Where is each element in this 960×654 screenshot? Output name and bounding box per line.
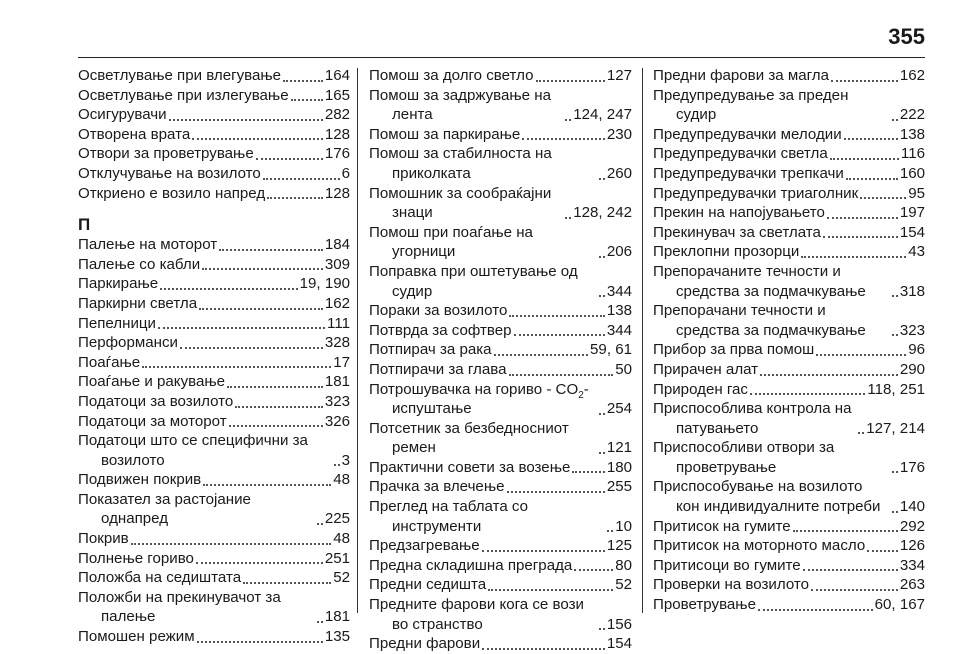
entry-text: Препорачани течности и средства за подмачкување: [653, 302, 866, 339]
index-entry[interactable]: [78, 412, 350, 432]
index-entry[interactable]: [369, 66, 632, 86]
entry-pages: 96: [908, 341, 925, 359]
index-entry[interactable]: [653, 517, 925, 537]
index-entry[interactable]: [78, 529, 350, 549]
entry-text: Податоци за возилото: [78, 392, 234, 410]
dot-leader: [263, 178, 340, 180]
entry-pages: 334: [899, 556, 925, 574]
dot-leader: [867, 550, 898, 552]
index-entry[interactable]: [78, 294, 350, 314]
entry-pages: 206: [606, 243, 632, 261]
entry-pages: 19, 190: [299, 275, 350, 293]
dot-leader: [199, 308, 323, 310]
entry-pages: 52: [615, 576, 632, 594]
entry-pages: 6: [341, 164, 350, 182]
dot-leader: [823, 236, 898, 238]
index-entry[interactable]: [78, 392, 350, 412]
index-entry[interactable]: [78, 431, 350, 470]
header-rule: [78, 57, 925, 58]
entry-text: Положби на прекинувачот за палење: [78, 588, 281, 626]
entry-text: Отвори за проветрување: [78, 145, 254, 163]
dot-leader: [482, 550, 605, 552]
index-entry[interactable]: [369, 595, 632, 634]
index-entry[interactable]: [78, 235, 350, 255]
index-entry[interactable]: [653, 262, 925, 301]
entry-pages: 80: [615, 556, 632, 574]
entry-pages: 17: [333, 353, 350, 371]
entry-text: Податоци што се специфични за возилото: [78, 432, 308, 469]
entry-text: Отворена врата: [78, 125, 191, 143]
index-entry[interactable]: [653, 223, 925, 243]
entry-text: Прекинувач за светлата: [653, 223, 821, 241]
entry-text: Податоци за моторот: [78, 412, 227, 430]
dot-leader: [482, 648, 605, 650]
entry-pages: 180: [606, 458, 632, 476]
entry-pages: 43: [908, 243, 925, 261]
entry-text: Практични совети за возење: [369, 458, 571, 476]
dot-leader: [574, 569, 613, 571]
entry-text: Преглед на таблата со инструменти: [369, 498, 529, 535]
entry-text: Пепелници: [78, 314, 156, 332]
entry-text: Предни фарови: [369, 635, 481, 653]
entry-text: Приспособливи отвори за проветрување: [653, 439, 835, 476]
entry-pages: 251: [324, 549, 350, 567]
index-entry[interactable]: [369, 497, 632, 536]
dot-leader: [219, 249, 323, 251]
entry-text: Преклопни прозорци: [653, 243, 800, 261]
index-entry[interactable]: [369, 360, 632, 380]
index-entry[interactable]: [78, 470, 350, 490]
entry-pages: 318: [899, 282, 925, 300]
entry-pages: 128: [324, 184, 350, 202]
dot-leader: [803, 569, 898, 571]
entry-text: Положба на седиштата: [78, 569, 242, 587]
entry-pages: 162: [899, 67, 925, 84]
dot-leader: [760, 374, 898, 376]
entry-text: Откриено е возило напред: [78, 184, 266, 202]
entry-text: Предзагревање: [369, 537, 480, 555]
entry-text: Перформанси: [78, 334, 178, 352]
index-entry[interactable]: [653, 66, 925, 86]
entry-text: Приспособување на возилото кон индивидуалните потреби: [653, 478, 881, 516]
entry-pages: 156: [606, 615, 632, 633]
entry-text: Предупредувачки триаголник: [653, 184, 859, 202]
entry-pages: 290: [899, 360, 925, 378]
index-entry[interactable]: [369, 458, 632, 478]
dot-leader: [793, 530, 898, 532]
entry-text: Предни фарови за магла: [653, 67, 829, 84]
dot-leader: [830, 158, 899, 160]
entry-text: Потпирачи за глава: [369, 360, 507, 378]
entry-pages: 197: [899, 204, 925, 222]
entry-pages: 154: [899, 223, 925, 241]
entry-pages: 3: [341, 451, 350, 469]
dot-leader: [599, 628, 605, 630]
entry-pages: 282: [324, 106, 350, 124]
entry-list-b: [369, 419, 632, 654]
entry-pages: 48: [333, 530, 350, 548]
dot-leader: [227, 386, 323, 388]
entry-text: Потсетник за безбедносниот ремен: [369, 419, 569, 457]
dot-leader: [536, 80, 605, 82]
index-entry[interactable]: [653, 575, 925, 595]
entry-text: Покрив: [78, 530, 129, 548]
entry-text: Притисок на гумите: [653, 517, 791, 535]
entry-text: Паркирање: [78, 275, 159, 293]
index-entry[interactable]: [653, 399, 925, 438]
entry-text: Притисоци во гумите: [653, 556, 801, 574]
entry-pages: 326: [324, 412, 350, 430]
index-entry[interactable]: [369, 301, 632, 321]
dot-leader: [599, 295, 605, 297]
dot-leader: [131, 543, 332, 545]
index-entry[interactable]: [369, 634, 632, 654]
entry-pages: 254: [606, 400, 632, 418]
entry-text: Прачка за влечење: [369, 478, 505, 496]
entry-text: Прекин на напојувањето: [653, 204, 825, 222]
entry-text: Осветлување при излегување: [78, 86, 289, 104]
dot-leader: [827, 217, 898, 219]
entry-pages: 60, 167: [874, 596, 925, 614]
index-entry[interactable]: [78, 490, 350, 529]
entry-text: Подвижен покрив: [78, 471, 202, 489]
entry-text: Препорачаните течности и средства за подмачкување: [653, 262, 866, 300]
index-entry[interactable]: [78, 372, 350, 392]
entry-pages: 48: [333, 471, 350, 489]
entry-pages: 225: [324, 510, 350, 528]
entry-pages: 125: [606, 537, 632, 555]
index-entry[interactable]: [369, 419, 632, 458]
dot-leader: [892, 295, 898, 297]
entry-text: Притисок на моторното масло: [653, 537, 866, 555]
index-entry[interactable]: [78, 184, 350, 204]
entry-pages: 323: [899, 321, 925, 339]
index-entry[interactable]: [78, 125, 350, 145]
entry-text: Помош за долго светло: [369, 67, 534, 84]
entry-text: Помош за паркирање: [369, 125, 521, 143]
entry-pages: 121: [606, 439, 632, 457]
index-entry[interactable]: [369, 536, 632, 556]
index-entry[interactable]: [653, 340, 925, 360]
index-entry[interactable]: [78, 274, 350, 294]
entry-pages: 138: [899, 125, 925, 143]
dot-leader: [317, 523, 323, 525]
entry-list-a: [78, 66, 350, 203]
entry-text: Проверки на возилото: [653, 576, 810, 594]
dot-leader: [572, 471, 604, 473]
entry-text: Прибор за прва помош: [653, 341, 815, 359]
entry-pages: 59, 61: [590, 341, 632, 359]
index-entry[interactable]: [78, 549, 350, 569]
index-entry[interactable]: [653, 125, 925, 145]
entry-text: Предупредување за преден судир: [653, 86, 849, 124]
entry-pages: 328: [324, 334, 350, 352]
dot-leader: [488, 589, 613, 591]
dot-leader: [229, 425, 323, 427]
entry-pages: 323: [324, 392, 350, 410]
entry-list-a: [369, 66, 632, 380]
entry-text: Предупредувачки трепкачи: [653, 164, 844, 182]
index-entry[interactable]: [78, 588, 350, 627]
entry-pages: 165: [324, 86, 350, 104]
entry-pages: 50: [615, 360, 632, 378]
column-divider: [357, 68, 358, 613]
entry-pages: 127, 214: [866, 419, 925, 437]
dot-leader: [607, 530, 613, 532]
entry-pages: 344: [606, 321, 632, 339]
entry-pages: 128: [324, 125, 350, 143]
dot-leader: [334, 464, 340, 466]
entry-pages: 344: [606, 282, 632, 300]
index-entry[interactable]: [78, 255, 350, 275]
entry-text: Природен гас: [653, 380, 748, 398]
index-entry[interactable]: [653, 184, 925, 204]
index-entry[interactable]: [653, 477, 925, 516]
entry-pages: 184: [324, 236, 350, 254]
entry-text: Помошен режим: [78, 628, 195, 646]
index-entry[interactable]: [653, 556, 925, 576]
index-entry[interactable]: [653, 360, 925, 380]
dot-leader: [599, 178, 605, 180]
entry-pages: 140: [899, 498, 925, 516]
entry-pages: 181: [324, 373, 350, 391]
dot-leader: [192, 138, 323, 140]
dot-leader: [860, 197, 906, 199]
index-entry[interactable]: [653, 164, 925, 184]
entry-text: Помош при поаѓање на угорници: [369, 223, 533, 261]
entry-text: Приспособлива контрола на патувањето: [653, 400, 852, 437]
entry-pages: 263: [899, 576, 925, 594]
entry-pages: 124, 247: [573, 106, 632, 124]
dot-leader: [599, 256, 605, 258]
index-entry[interactable]: [653, 86, 925, 125]
entry-pages: 160: [899, 164, 925, 182]
entry-text: Предупредувачки светла: [653, 145, 828, 163]
dot-leader: [509, 374, 614, 376]
index-entry[interactable]: [369, 262, 632, 301]
dot-leader: [858, 432, 864, 434]
dot-leader: [801, 256, 906, 258]
entry-text: Отклучување на возилото: [78, 164, 261, 182]
dot-leader: [507, 491, 605, 493]
index-column-1: [78, 66, 350, 647]
entry-text: Палење со кабли: [78, 255, 201, 273]
entry-pages: 135: [324, 628, 350, 646]
entry-text: Потпирач за рака: [369, 341, 492, 359]
index-entry[interactable]: [78, 164, 350, 184]
index-entry[interactable]: [369, 321, 632, 341]
index-entry[interactable]: [369, 477, 632, 497]
dot-leader: [142, 366, 331, 368]
entry-pages: 10: [615, 517, 632, 535]
entry-text: Палење на моторот: [78, 236, 218, 254]
index-entry[interactable]: [653, 203, 925, 223]
index-entry-co2[interactable]: [369, 380, 632, 419]
entry-pages: 154: [606, 635, 632, 653]
entry-text: Прирачен алат: [653, 360, 759, 378]
index-entry[interactable]: [78, 627, 350, 647]
entry-text: Потврда за софтвер: [369, 321, 512, 339]
entry-text: Поаѓање: [78, 353, 141, 371]
dot-leader: [291, 99, 323, 101]
entry-list-b: [78, 235, 350, 646]
entry-text: Осигурувачи: [78, 106, 167, 124]
dot-leader: [180, 347, 323, 349]
index-entry[interactable]: [369, 556, 632, 576]
index-entry[interactable]: [653, 242, 925, 262]
dot-leader: [892, 334, 898, 336]
dot-leader: [892, 471, 898, 473]
dot-leader: [892, 511, 898, 513]
dot-leader: [202, 268, 323, 270]
index-entry[interactable]: [653, 536, 925, 556]
dot-leader: [160, 288, 298, 290]
dot-leader: [509, 315, 604, 317]
entry-list: [653, 66, 925, 615]
index-entry[interactable]: [653, 301, 925, 340]
entry-pages: 95: [908, 184, 925, 202]
column-divider: [642, 68, 643, 613]
entry-pages: 162: [324, 294, 350, 312]
entry-text: Осветлување при влегување: [78, 67, 282, 84]
dot-leader: [514, 334, 605, 336]
dot-leader: [203, 484, 331, 486]
dot-leader: [565, 217, 571, 219]
dot-leader: [811, 589, 898, 591]
dot-leader: [844, 138, 898, 140]
page-number: 355: [888, 24, 925, 49]
dot-leader: [750, 393, 865, 395]
entry-text: Помош за стабилноста на приколката: [369, 145, 552, 182]
section-letter: П: [78, 215, 91, 235]
dot-leader: [169, 119, 323, 121]
dot-leader: [599, 413, 605, 415]
dot-leader: [565, 119, 571, 121]
dot-leader: [256, 158, 323, 160]
entry-pages: 111: [327, 314, 350, 332]
entry-text: Паркирни светла: [78, 294, 198, 312]
entry-pages: 260: [606, 164, 632, 182]
dot-leader: [599, 452, 605, 454]
entry-pages: 164: [324, 67, 350, 84]
index-entry[interactable]: [653, 438, 925, 477]
index-entry[interactable]: [78, 86, 350, 106]
dot-leader: [235, 406, 323, 408]
dot-leader: [892, 119, 898, 121]
entry-pages: 127: [606, 67, 632, 84]
entry-text: Пораки за возилото: [369, 302, 508, 320]
index-entry[interactable]: [369, 340, 632, 360]
index-column-2: [369, 66, 632, 654]
index-entry[interactable]: [653, 595, 925, 615]
index-entry[interactable]: [369, 184, 632, 223]
index-entry[interactable]: [78, 568, 350, 588]
dot-leader: [267, 197, 323, 199]
entry-text: Проветрување: [653, 596, 756, 614]
entry-pages: 230: [606, 125, 632, 143]
index-entry[interactable]: [653, 380, 925, 400]
index-entry[interactable]: [78, 66, 350, 86]
entry-pages: 126: [899, 537, 925, 555]
index-column-3: [653, 66, 925, 615]
entry-pages: 138: [606, 302, 632, 320]
entry-text: Поправка при оштетување од судир: [369, 262, 578, 300]
dot-leader: [283, 80, 323, 82]
index-entry[interactable]: [78, 105, 350, 125]
entry-pages: 181: [324, 608, 350, 626]
index-entry[interactable]: [78, 333, 350, 353]
entry-text: Потрошувачка на гориво - $CO_2$-испуштање: [369, 380, 589, 418]
index-entry[interactable]: [653, 144, 925, 164]
dot-leader: [831, 80, 898, 82]
index-entry[interactable]: [78, 144, 350, 164]
entry-pages: 292: [899, 517, 925, 535]
entry-pages: 176: [324, 145, 350, 163]
entry-pages: 118, 251: [867, 380, 925, 398]
dot-leader: [522, 138, 605, 140]
entry-text: Предна складишна преграда: [369, 556, 573, 574]
index-entry[interactable]: [369, 144, 632, 183]
dot-leader: [243, 582, 331, 584]
dot-leader: [196, 562, 323, 564]
entry-text: Помош за задржување на лента: [369, 86, 551, 124]
entry-text: Полнење гориво: [78, 549, 194, 567]
index-entry[interactable]: [369, 575, 632, 595]
entry-pages: 222: [899, 106, 925, 124]
entry-text: Помошник за сообраќајни знаци: [369, 184, 552, 222]
dot-leader: [758, 609, 873, 611]
entry-pages: 255: [606, 478, 632, 496]
entry-text: Предните фарови кога се вози во странство: [369, 596, 584, 633]
entry-text: Предни седишта: [369, 576, 487, 594]
entry-text: Поаѓање и ракување: [78, 373, 226, 391]
entry-pages: 116: [900, 145, 925, 163]
index-entry[interactable]: [369, 125, 632, 145]
entry-text: Показател за растојание однапред: [78, 490, 251, 528]
dot-leader: [846, 178, 898, 180]
index-entry[interactable]: [78, 314, 350, 334]
entry-pages: 309: [324, 255, 350, 273]
dot-leader: [158, 327, 325, 329]
dot-leader: [494, 354, 588, 356]
dot-leader: [317, 621, 323, 623]
dot-leader: [816, 354, 906, 356]
entry-pages: 52: [333, 569, 350, 587]
index-entry[interactable]: [78, 353, 350, 373]
entry-pages: 176: [899, 458, 925, 476]
entry-text: Предупредувачки мелодии: [653, 125, 842, 143]
index-entry[interactable]: [369, 86, 632, 125]
entry-pages: 128, 242: [573, 204, 632, 222]
index-entry[interactable]: [369, 223, 632, 262]
